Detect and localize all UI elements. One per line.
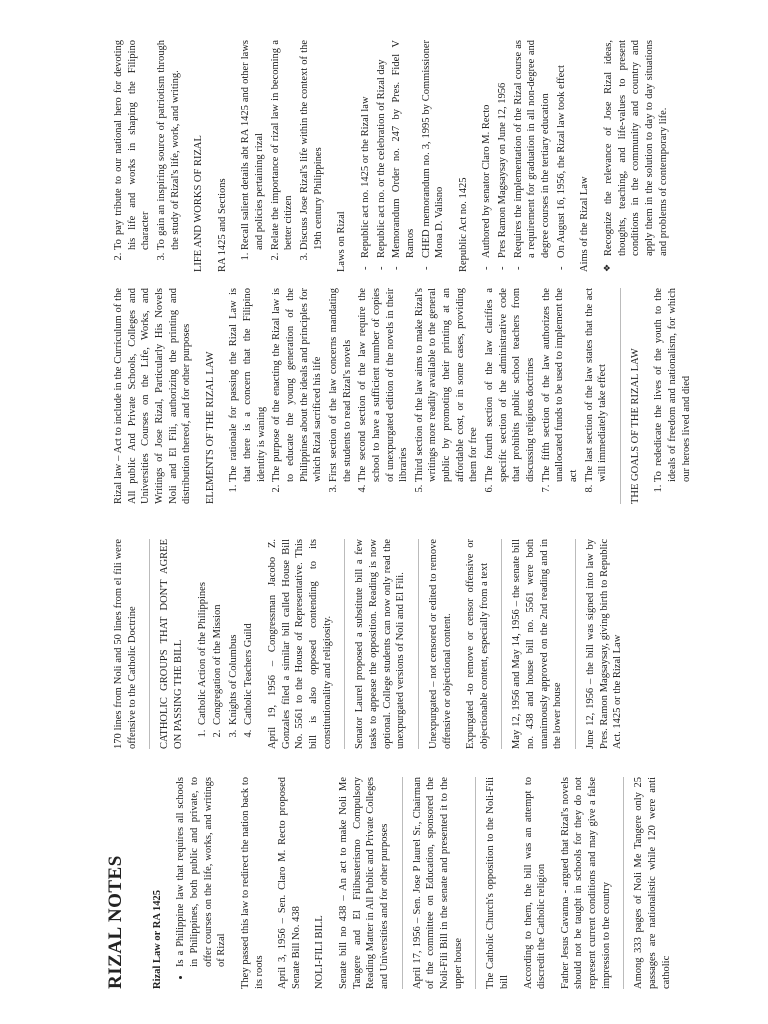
elements-list	[227, 288, 609, 504]
divider	[402, 777, 403, 989]
paragraph: Expurgated -to remove or censor offensive or objectionable content, especially from a text	[465, 539, 490, 749]
list-item: ❖ Recognize the relevance of Jose Rizal ideas, thoughts, teaching, and life-values to present conditions in the community and country and apply them in the solution to day to day situations and problems of contemporary life.	[602, 40, 670, 256]
ra-points-list	[480, 40, 568, 272]
section-heading: LIFE AND WORKS OF RIZAL	[193, 135, 205, 272]
goals-list	[652, 288, 693, 504]
paragraph: April 19, 1956 – Congressman Jacobo Z. Gonzales filed a similar bill called House Bill No. 5561 to the House of Representative. This bill is also opposed contending to its constitutionality and religiosity.	[267, 539, 333, 749]
divider	[475, 777, 476, 989]
list-item: • Is a Philippine law that requires all schools in Philippines, both public and private, to offer courses on the life, works, and writings of Rizal	[174, 777, 229, 967]
list-item: - On August 16, 1956, the Rizal law took effect	[555, 40, 569, 258]
divider	[344, 539, 345, 749]
list-item: - Requires the implementation of the Rizal course as a requirement for graduation in all non-degree and degree courses in the tertiary education	[512, 40, 553, 258]
list-item: 3. To gain an inspiring source of patriotism through the study of Rizal's life, work, and writing.	[155, 40, 182, 250]
list-item: - Pres Ramon Magsaysay on June 12, 1956	[496, 40, 510, 258]
paragraph: June 12, 1956 – the bill was signed into law by Pres. Ramon Magsaysay, giving birth to Republic Act. 1425 or the Rizal Law	[585, 539, 624, 749]
subheading: Laws on Rizal	[336, 211, 348, 272]
list-item: 3. Discuss Jose Rizal's life within the context of the 19th century Philippines	[298, 40, 325, 250]
list-item: 6. The fourth section of the law clarifies a specific section of the administrative code that prohibits public school teachers from discussing religious doctrines	[483, 288, 538, 482]
column-4	[112, 40, 768, 272]
column-3	[112, 288, 768, 504]
divider	[575, 539, 576, 749]
list-item: 7. The fifth section of the law authorizes the unallocated funds to be used to implement the act	[540, 288, 581, 482]
paragraph: The Catholic Church's opposition to the Noli-Fili bill	[485, 777, 510, 989]
paragraph: April 3, 1956 – Sen. Claro M. Recto proposed Senate Bill No. 438	[277, 777, 302, 989]
list-item: - Republic act no. 1425 or the Rizal law	[359, 40, 373, 258]
list-item: 8. The last section of the law states that the act will immediately take effect	[583, 288, 610, 482]
paragraph: May 12, 1956 and May 14, 1956 – the senate bill no. 438 and house bill no. 5561 were both unanimously approved on the 2nd reading and in the lower house	[511, 539, 564, 749]
paragraph: Senate bill no 438 – An act to make Noli Me Tangere and El Filibusterismo Compulsory Reading Matter in All Public and Private Colleges and Universities and for other purposes	[338, 777, 391, 989]
list-item: 3. First section of the law concerns mandating the students to read Rizal's novels	[327, 288, 354, 482]
list-item: 5. Third section of the law aims to make Rizal's writings more readily available to the general public by promoting their printing at an affordable cost, or in some cases, providing them for free	[413, 288, 481, 482]
list-item: 1. The rationale for passing the Rizal Law is that there is a concern that the Filipino identity is waning	[227, 288, 268, 482]
paragraph: Rizal law – Act to include in the Curriculum of the All public And Private Schools, Colleges and Universities Courses on the Life, Works, and Writings of Jose Rizal, Particularly His Novels Noli and El Fili, authorizing the printing and distribution thereof, and for other purposes	[113, 288, 193, 504]
catholic-groups-list	[196, 539, 257, 749]
list-item: - Memorandum Order no. 247 by Pres. Fidel V Ramos	[390, 40, 417, 258]
subheading: Aims of the Rizal Law	[579, 176, 591, 272]
divider	[418, 539, 419, 749]
list-item: - Authored by senator Claro M. Recto	[480, 40, 494, 258]
divider	[620, 288, 621, 504]
document-title: RIZAL NOTES	[105, 855, 126, 989]
paragraph: NOLI-FILI BILL	[314, 915, 326, 989]
list-item: 1. Recall salient details abt RA 1425 and other laws and policies pertaining rizal	[239, 40, 266, 250]
subheading: Republic Act no. 1425	[457, 177, 469, 272]
goals-list-continued	[112, 40, 182, 272]
paragraph: 170 lines from Noli and 50 lines from el fili were offensive to the Catholic Doctrine	[113, 539, 138, 749]
list-item: 4. The second section of the law require the school to have a sufficient number of copies of unexpurgated edition of the novels in their libraries	[356, 288, 411, 482]
paragraph: Unexpurgated – not censored or edited to remove offensive or objectional content.	[427, 539, 453, 749]
list-item: 1. To rededicate the lives of the youth to the ideals of freedom and nationalism, for which our heroes lived and died	[652, 288, 693, 482]
subtitle: Rizal Law or RA 1425	[151, 890, 163, 989]
paragraph: Senator Laurel proposed a substitute bill a few tasks to appease the opposition. Reading is now optional. College students can now only read the unexpurgated versions of Noli and El Fili.	[354, 539, 407, 749]
paragraph: Father Jesus Cavanna - argued that Rizal's novels should not be taught in schools for they do not represent current conditions and may give a false impression to the country	[559, 777, 612, 989]
list-item: 4. Catholic Teachers Guild	[242, 539, 256, 727]
paragraph: April 17, 1956 – Sen. Jose P laurel Sr., Chairman of the committee on Education, sponsored the Noli-Fili Bill in the senate and presented it to the upper house	[411, 777, 464, 989]
paragraph: According to them, the bill was an attempt to discredit the Catholic religion	[522, 777, 548, 989]
paragraph: Among 333 pages of Noli Me Tangere only 25 passages are nationalistic while 120 were anti catholic	[633, 777, 672, 989]
section-heading: THE GOALS OF THE RIZAL LAW	[629, 348, 641, 504]
list-item: 2. The purpose of the enacting the Rizal law is to educate the young generation of the Philippines about the ideals and principles for which Rizal sacrificed his life	[270, 288, 325, 482]
list-item: 2. Relate the importance of rizal law in becoming a better citizen	[269, 40, 296, 250]
column-2	[112, 539, 768, 749]
divider	[149, 539, 150, 749]
laws-list	[359, 40, 447, 272]
list-item: 3. Knights of Columbus	[227, 539, 241, 727]
list-item: 2. To pay tribute to our national hero for devoting his life and works in shaping the Filipino character	[112, 40, 153, 250]
aims-list	[602, 40, 670, 272]
list-item: - Republic act no. or the celebration of Rizal day	[375, 40, 389, 258]
list-item: 2. Congregation of the Mission	[211, 539, 225, 727]
section-heading: CATHOLIC GROUPS THAT DON'T AGREE ON PASSING THE BILL	[159, 539, 184, 749]
list-item: - CHED memorandum no. 3, 1995 by Commissioner Mona D. Valisno	[420, 40, 447, 258]
column-1	[104, 777, 768, 989]
divider	[501, 539, 502, 749]
subheading: RA 1425 and Sections	[216, 178, 228, 272]
sections-list	[239, 40, 325, 272]
list-item: 1. Catholic Action of the Philippines	[196, 539, 210, 727]
bullet-list	[174, 777, 229, 989]
section-heading: ELEMENTS OF THE RIZAL LAW	[204, 351, 216, 504]
divider	[623, 777, 624, 989]
paragraph: They passed this law to redirect the nation back to its roots	[239, 777, 265, 989]
